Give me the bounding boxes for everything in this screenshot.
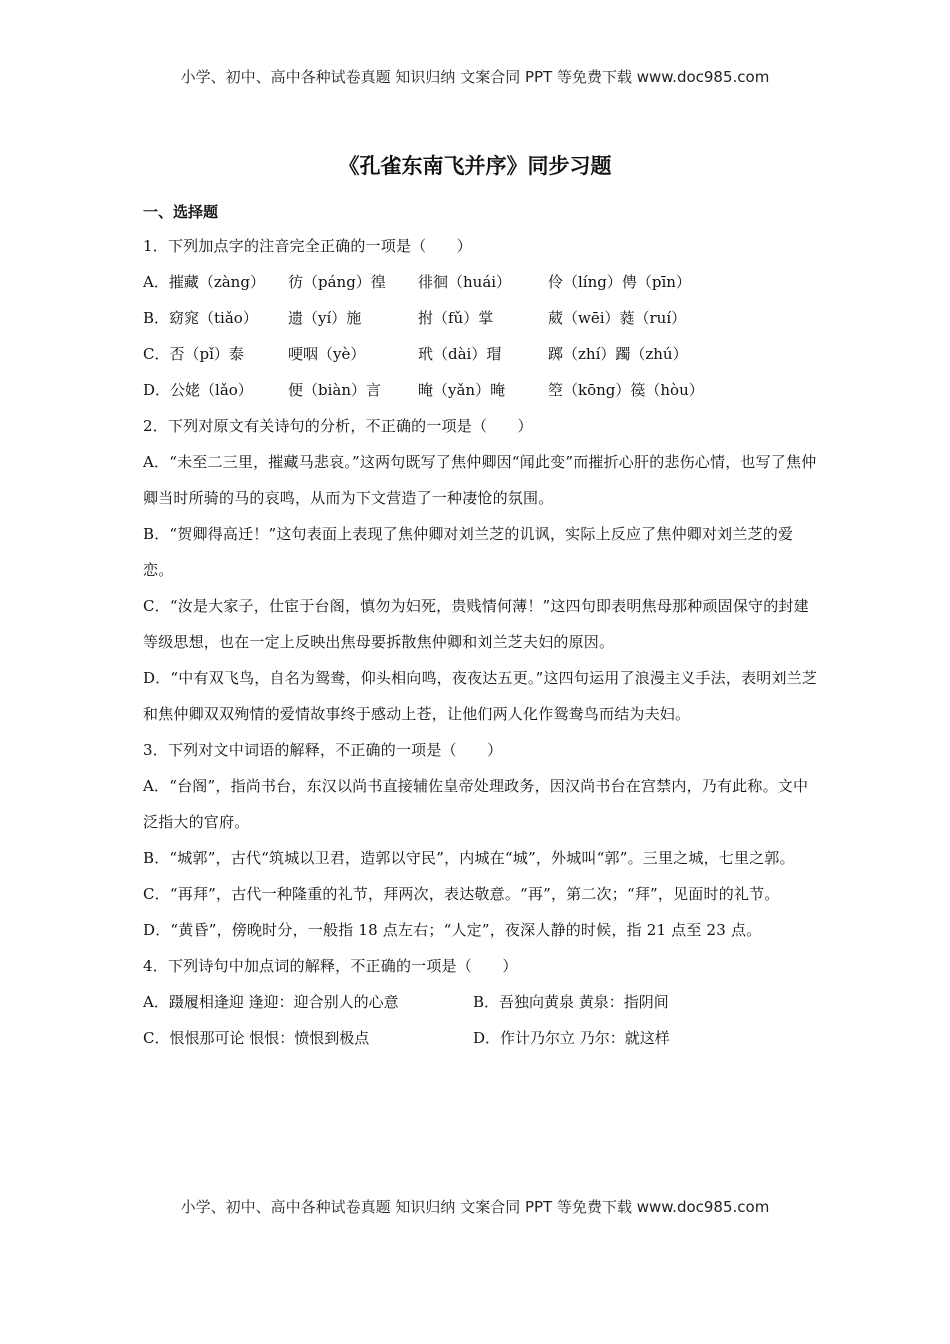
option-cell: 箜（kōng）篌（hòu） (548, 381, 704, 399)
option-cell: 玳（dài）瑁 (418, 345, 502, 363)
page-title: 《孔雀东南飞并序》同步习题 (338, 154, 612, 178)
option-cell: A．摧藏（zàng） (143, 273, 265, 291)
question-2-option-c: C．“汝是大家子，仕宦于台阁，慎勿为妇死，贵贱情何薄！”这四句即表明焦母那种顽固保守的封建等级思想，也在一定上反映出焦母要拆散焦仲卿和刘兰芝夫妇的原因。 (143, 597, 809, 651)
question-2-option-b: B．“贺卿得高迁！”这句表面上表现了焦仲卿对刘兰芝的讥讽，实际上反应了焦仲卿对刘兰芝的爱恋。 (143, 525, 794, 579)
question-2-stem: 2．下列对原文有关诗句的分析，不正确的一项是（ ） (143, 417, 533, 435)
question-4-row-1 (143, 984, 823, 1020)
option-cell: 葳（wēi）蕤（ruí） (548, 309, 687, 327)
question-3-option-d: D．“黄昏”，傍晚时分，一般指 18 点左右；“人定”，夜深人静的时候，指 21 点至 23 点。 (143, 921, 762, 939)
option-cell: 踯（zhí）躅（zhú） (548, 345, 688, 363)
option-cell: D．公姥（lǎo） (143, 381, 253, 399)
option-cell: 便（biàn）言 (288, 381, 382, 399)
question-1-option-a (143, 264, 823, 300)
option-cell: C．否（pǐ）泰 (143, 345, 244, 363)
option-cell: C．恨恨那可论 恨恨：愤恨到极点 (143, 1029, 370, 1047)
option-cell: 徘徊（huái） (418, 273, 512, 291)
page-header-banner: 小学、初中、高中各种试卷真题 知识归纳 文案合同 PPT 等免费下载 www.doc985.com (180, 68, 770, 86)
question-3-option-c: C．“再拜”，古代一种隆重的礼节，拜两次，表达敬意。“再”，第二次；“拜”，见面时的礼节。 (143, 885, 780, 903)
question-1-option-c (143, 336, 823, 372)
question-1-stem: 1．下列加点字的注音完全正确的一项是（ ） (143, 237, 472, 255)
option-cell: B．窈窕（tiǎo） (143, 309, 258, 327)
option-cell: 伶（líng）俜（pīn） (548, 273, 691, 291)
option-cell: B．吾独向黄泉 黄泉：指阴间 (473, 993, 669, 1011)
question-1-option-b (143, 300, 823, 336)
question-1-option-d (143, 372, 823, 408)
question-3-option-b: B．“城郭”，古代“筑城以卫君，造郭以守民”，内城在“城”，外城叫“郭”。三里之城，七里之郭。 (143, 849, 795, 867)
question-2-option-a: A．“未至二三里，摧藏马悲哀。”这两句既写了焦仲卿因“闻此变”而摧折心肝的悲伤心情，也写了焦仲卿当时所骑的马的哀鸣，从而为下文营造了一种凄怆的氛围。 (143, 453, 817, 507)
question-4-stem: 4．下列诗句中加点词的解释，不正确的一项是（ ） (143, 957, 518, 975)
option-cell: 哽咽（yè） (288, 345, 366, 363)
question-2-option-d: D．“中有双飞鸟，自名为鸳鸯，仰头相向鸣，夜夜达五更。”这四句运用了浪漫主义手法，表明刘兰芝和焦仲卿双双殉情的爱情故事终于感动上苍，让他们两人化作鸳鸯鸟而结为夫妇。 (143, 669, 818, 723)
option-cell: 晻（yǎn）晻 (418, 381, 506, 399)
page-footer-banner: 小学、初中、高中各种试卷真题 知识归纳 文案合同 PPT 等免费下载 www.doc985.com (180, 1198, 770, 1216)
question-3-stem: 3．下列对文中词语的解释，不正确的一项是（ ） (143, 741, 503, 759)
section-heading: 一、选择题 (143, 203, 219, 221)
option-cell: A．蹑履相逢迎 逢迎：迎合别人的心意 (143, 993, 399, 1011)
question-3-option-a: A．“台阁”，指尚书台，东汉以尚书直接辅佐皇帝处理政务，因汉尚书台在宫禁内，乃有此称。文中泛指大的官府。 (143, 777, 809, 831)
option-cell: D．作计乃尔立 乃尔：就这样 (473, 1029, 670, 1047)
option-cell: 拊（fǔ）掌 (418, 309, 494, 327)
question-4-row-2 (143, 1020, 823, 1056)
option-cell: 彷（páng）徨 (288, 273, 386, 291)
option-cell: 遗（yí）施 (288, 309, 362, 327)
exercise-content (143, 196, 823, 1056)
